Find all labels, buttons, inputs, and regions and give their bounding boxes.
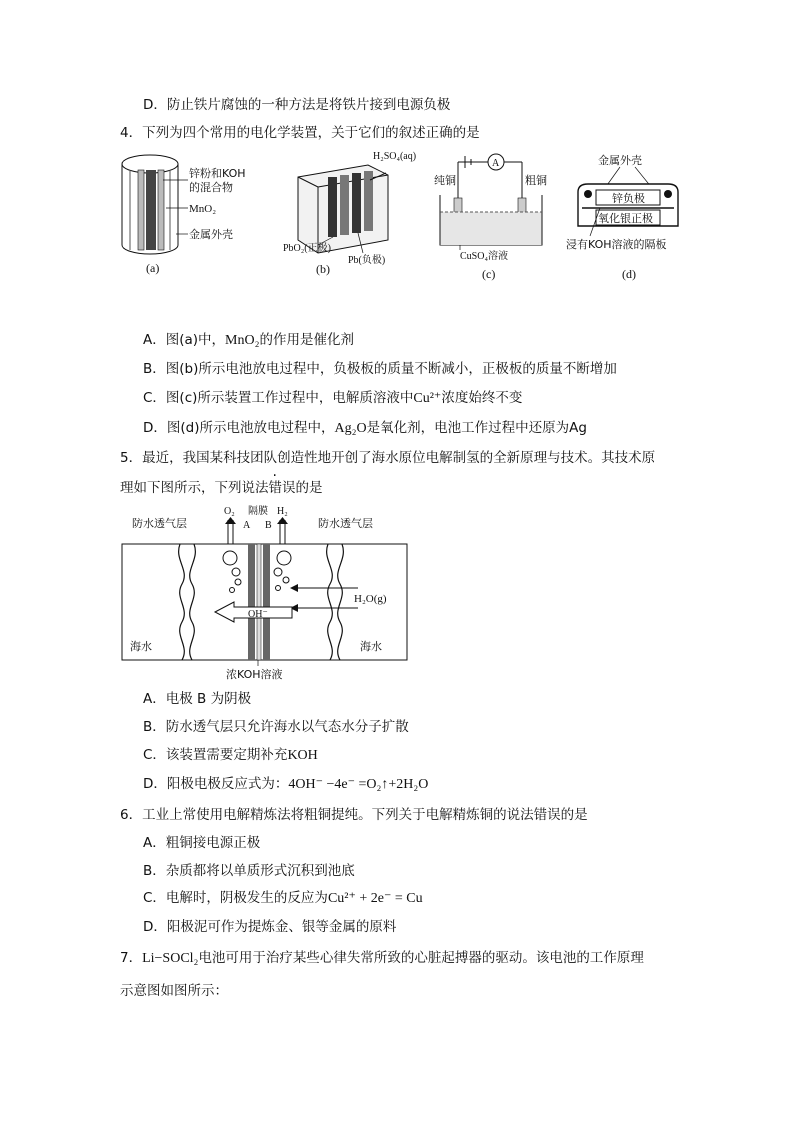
fig-d-label-separator: 浸有KOH溶液的隔板 bbox=[566, 238, 667, 251]
q5-stem-line2: 理如下图所示，下列说法错误的是 bbox=[120, 480, 323, 496]
fig5-seawater-left: 海水 bbox=[130, 640, 152, 653]
q4-option-b: B．图(b)所示电池放电过程中，负极板的质量不断减小，正极板的质量不断增加 bbox=[143, 361, 617, 377]
q6-stem: 6．工业上常使用电解精炼法将粗铜提纯。下列关于电解精炼铜的说法错误的是 bbox=[120, 807, 588, 823]
figure-seawater-electrolysis bbox=[120, 500, 410, 690]
q4-option-d: D．图(d)所示电池放电过程中，Ag₂O是氧化剂，电池工作过程中还原为Ag bbox=[143, 420, 587, 436]
q4-option-a: A．图(a)中，MnO₂的作用是催化剂 bbox=[143, 332, 354, 348]
fig-a-caption: (a) bbox=[146, 261, 160, 275]
fig-c-label-solution: CuSO₄溶液 bbox=[460, 251, 508, 262]
fig-b-label-acid: H₂SO₄(aq) bbox=[373, 151, 417, 162]
figure-b-lead-acid-battery bbox=[278, 145, 417, 280]
fig-a-label-zinc: 锌粉和KOH bbox=[189, 167, 246, 180]
fig-d-label-silver: 氧化银正极 bbox=[598, 212, 653, 225]
q5-stem-line1: 5．最近，我国某科技团队创造性地开创了海水原位电解制氢的全新原理与技术。其技术原 bbox=[120, 450, 656, 466]
fig-c-ammeter: A bbox=[492, 158, 500, 169]
fig5-h2-label: H₂ bbox=[277, 506, 288, 517]
figure-d-button-cell bbox=[560, 150, 700, 282]
q7-stem-line1: 7．Li−SOCl₂电池可用于治疗某些心律失常所致的心脏起搏器的驱动。该电池的工作原理 bbox=[120, 950, 644, 966]
fig5-o2-label: O₂ bbox=[224, 506, 235, 517]
fig5-electrode-a: A bbox=[243, 520, 251, 531]
q5-option-c: C．该装置需要定期补充KOH bbox=[143, 747, 318, 763]
fig5-electrode-b: B bbox=[265, 520, 272, 531]
fig-a-label-shell: 金属外壳 bbox=[189, 228, 233, 241]
q5-option-b: B．防水透气层只允许海水以气态水分子扩散 bbox=[143, 719, 409, 735]
fig-b-label-positive: PbO₂(正极) bbox=[283, 243, 331, 254]
fig5-left-layer-label: 防水透气层 bbox=[132, 517, 187, 530]
fig-a-label-mno2: MnO₂ bbox=[189, 203, 217, 215]
fig5-membrane-label: 隔膜 bbox=[248, 506, 268, 517]
fig-c-label-pure: 纯铜 bbox=[434, 174, 456, 187]
fig5-hydroxide-label: OH⁻ bbox=[248, 609, 268, 620]
q6-option-c: C．电解时，阴极发生的反应为Cu²⁺ + 2e⁻ = Cu bbox=[143, 890, 423, 906]
fig5-right-layer-label: 防水透气层 bbox=[318, 517, 373, 530]
fig5-water-vapor-label: H₂O(g) bbox=[354, 593, 387, 605]
emphasis-dots: 错误 bbox=[268, 480, 296, 496]
fig-a-label-mixture: 的混合物 bbox=[189, 181, 233, 194]
q6-option-d: D．阳极泥可作为提炼金、银等金属的原料 bbox=[143, 919, 397, 935]
fig-c-label-crude: 粗铜 bbox=[525, 174, 547, 187]
q6-option-b: B．杂质都将以单质形式沉积到池底 bbox=[143, 863, 355, 879]
q6-option-a: A．粗铜接电源正极 bbox=[143, 835, 261, 851]
fig-c-caption: (c) bbox=[482, 267, 496, 281]
figure-a-alkaline-battery bbox=[118, 150, 278, 280]
q5-option-a: A．电极 B 为阴极 bbox=[143, 691, 252, 707]
figure-c-copper-refining bbox=[430, 150, 560, 282]
fig-b-label-negative: Pb(负极) bbox=[348, 255, 386, 266]
fig-d-caption: (d) bbox=[622, 267, 636, 281]
fig-b-caption: (b) bbox=[316, 262, 330, 276]
fig5-koh-label: 浓KOH溶液 bbox=[226, 668, 283, 681]
fig-d-label-zinc: 锌负极 bbox=[612, 192, 645, 205]
q7-stem-line2: 示意图如图所示： bbox=[120, 983, 228, 999]
fig5-seawater-right: 海水 bbox=[360, 640, 382, 653]
q5-option-d: D．阳极电极反应式为：4OH⁻ −4e⁻ =O₂↑+2H₂O bbox=[143, 776, 429, 792]
q3-option-d: D．防止铁片腐蚀的一种方法是将铁片接到电源负极 bbox=[143, 97, 451, 113]
q4-option-c: C．图(c)所示装置工作过程中，电解质溶液中Cu²⁺浓度始终不变 bbox=[143, 390, 523, 406]
q4-stem: 4．下列为四个常用的电化学装置，关于它们的叙述正确的是 bbox=[120, 125, 480, 141]
fig-d-label-shell: 金属外壳 bbox=[598, 154, 642, 167]
